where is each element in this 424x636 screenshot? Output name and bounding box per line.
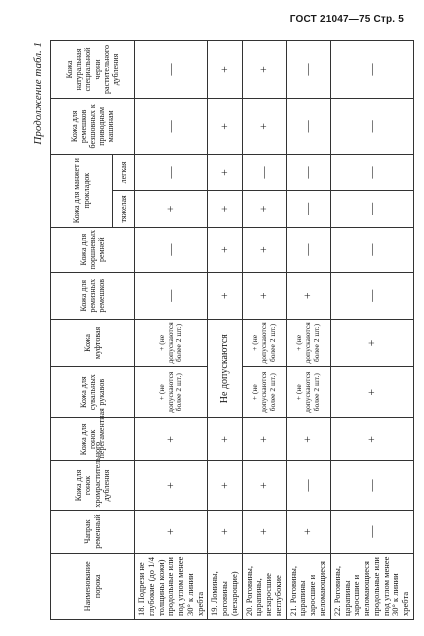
cell: + xyxy=(242,272,286,319)
cell: — xyxy=(330,461,413,510)
cell: + (не допускаются более 2 шт.) xyxy=(135,367,208,418)
cell: + (не допускаются более 2 шт.) xyxy=(242,319,286,366)
col-piston: Кожа для поршневых ремней xyxy=(51,227,135,272)
cell: + xyxy=(208,98,242,154)
defects-table xyxy=(50,40,414,620)
row-name: 19. Ломины, роговины (незарощие) xyxy=(208,553,242,619)
col-sleeve: Кожа муфтовая xyxy=(51,319,135,366)
cell: + xyxy=(242,41,286,99)
cell: + xyxy=(208,418,242,461)
cell: — xyxy=(286,154,330,190)
cell: + (не допускаются более 2 шт.) xyxy=(242,367,286,418)
cell: — xyxy=(330,154,413,190)
col-cuff: Кожа для сувальных рукавов xyxy=(51,367,135,418)
cell: + (не допускаются более 2 шт.) xyxy=(286,367,330,418)
cell: — xyxy=(330,98,413,154)
cell: — xyxy=(330,272,413,319)
cell: + xyxy=(208,41,242,99)
col-weave: Кожа для ремизных ремешков xyxy=(51,272,135,319)
cell: — xyxy=(330,227,413,272)
col-light: легкая xyxy=(113,154,135,190)
cell: + xyxy=(286,272,330,319)
cell: + xyxy=(242,227,286,272)
cell: + xyxy=(242,98,286,154)
cell: + xyxy=(135,191,208,227)
cell: — xyxy=(286,461,330,510)
cell: + xyxy=(242,461,286,510)
cell: + xyxy=(286,510,330,553)
cell: + (не допускаются более 2 шт.) xyxy=(286,319,330,366)
cell: — xyxy=(286,98,330,154)
cell: + xyxy=(208,227,242,272)
cell: — xyxy=(135,227,208,272)
cell: + xyxy=(135,418,208,461)
col-group: Кожа для манжет и прокладок xyxy=(51,154,113,227)
cell: — xyxy=(135,154,208,190)
cell: + xyxy=(208,154,242,190)
table-row xyxy=(208,41,242,620)
cell: + (не допускаются более 2 шт.) xyxy=(135,319,208,366)
col-belt-rest: Кожа для ремешков безшовных к приводным машинам xyxy=(51,98,135,154)
col-goniv: Кожа для гонок перегаментная xyxy=(51,418,135,461)
cell: — xyxy=(242,154,286,190)
col-belt-side: Чапрак ременный xyxy=(51,510,135,553)
cell: — xyxy=(135,272,208,319)
cell: — xyxy=(286,41,330,99)
table-row xyxy=(242,41,286,620)
col-heavy: тяжелая xyxy=(113,191,135,227)
cell: + xyxy=(286,418,330,461)
cell: + xyxy=(208,191,242,227)
table-row xyxy=(135,41,208,620)
cell: + xyxy=(330,418,413,461)
cell: + xyxy=(208,272,242,319)
cell: — xyxy=(135,98,208,154)
row-name: 20. Роговины, царапины, незаросшие неглубокие xyxy=(242,553,286,619)
table-row xyxy=(286,41,330,620)
not-allowed-note: Не допускаются xyxy=(208,319,242,418)
page-header: ГОСТ 21047—75 Стр. 5 xyxy=(289,14,404,25)
col-chrome: Кожа для гонок хромрастительного дубления xyxy=(51,461,135,510)
cell: + xyxy=(242,191,286,227)
col-defect: Наименование порока xyxy=(51,553,135,619)
row-name: 21. Роговины, царапины заросшие и неломающиеся xyxy=(286,553,330,619)
rotated-table-block xyxy=(32,40,411,620)
cell: — xyxy=(330,510,413,553)
cell: + xyxy=(330,367,413,418)
cell: — xyxy=(135,41,208,99)
table-caption: Продолжение табл. 1 xyxy=(32,42,44,145)
cell: + xyxy=(208,461,242,510)
row-name: 18. Подрези не глубокие (до 1/4 толщины кожи) продольные или под углом менее 30° к линии хребта xyxy=(135,553,208,619)
cell: + xyxy=(242,510,286,553)
row-name: 22. Роговины, царапины заросшие и неломающиеся продольные или под углом менее 30° к линии хребта xyxy=(330,553,413,619)
cell: — xyxy=(286,227,330,272)
col-veg: Кожа натуральная специальной черни растительного дубления xyxy=(51,41,135,99)
table-row xyxy=(330,41,413,620)
cell: — xyxy=(330,41,413,99)
cell: — xyxy=(286,191,330,227)
cell: + xyxy=(330,319,413,366)
cell: + xyxy=(135,510,208,553)
cell: + xyxy=(242,418,286,461)
cell: — xyxy=(330,191,413,227)
cell: + xyxy=(135,461,208,510)
cell: + xyxy=(208,510,242,553)
